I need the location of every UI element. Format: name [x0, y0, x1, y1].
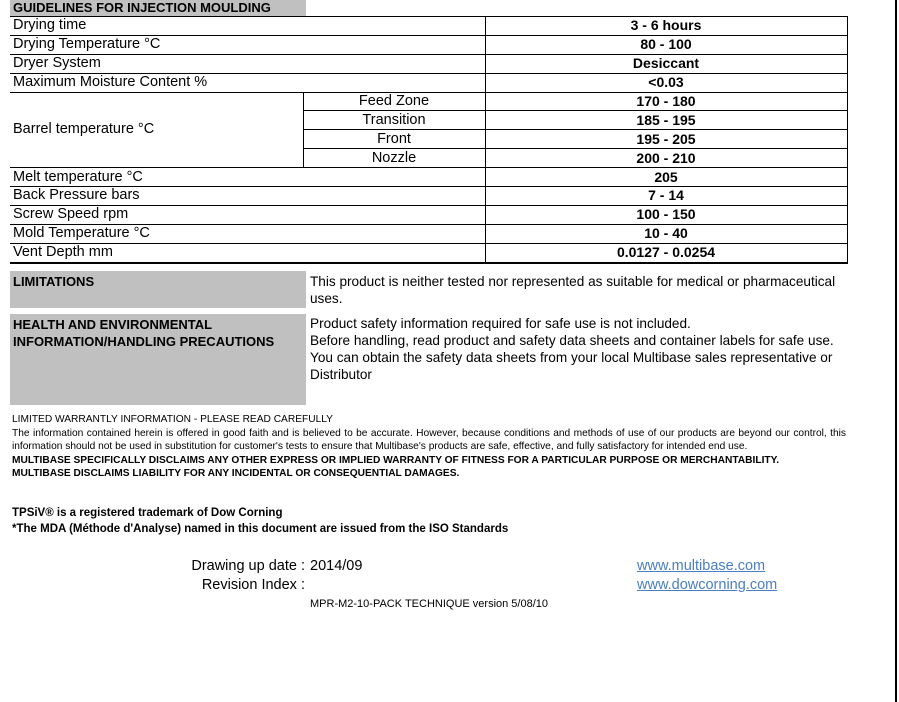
- dowcorning-link[interactable]: www.dowcorning.com: [637, 577, 778, 593]
- row-label: Melt temperature °C: [10, 168, 485, 187]
- health-line: You can obtain the safety data sheets from your local Multibase sales representative or Distributor: [310, 350, 833, 382]
- row-label: Vent Depth mm: [10, 243, 485, 262]
- warranty-disclaimer: MULTIBASE SPECIFICALLY DISCLAIMS ANY OTHER EXPRESS OR IMPLIED WARRANTY OF FITNESS FOR A PARTICULAR PURPOSE OR MERCHANTABILITY.: [12, 454, 780, 466]
- row-value: 0.0127 - 0.0254: [485, 243, 847, 262]
- row-value: 205: [485, 168, 847, 187]
- health-line: Before handling, read product and safety data sheets and container labels for safe use.: [310, 333, 834, 348]
- row-value: 80 - 100: [485, 35, 847, 54]
- row-value: 7 - 14: [485, 187, 847, 206]
- row-label: Screw Speed rpm: [10, 205, 485, 224]
- table-row: [10, 17, 847, 36]
- row-label: Back Pressure bars: [10, 187, 485, 206]
- barrel-label: Barrel temperature °C: [10, 92, 303, 168]
- table-row: [10, 187, 847, 206]
- row-label: Maximum Moisture Content %: [10, 73, 485, 92]
- warranty-title: LIMITED WARRANTLY INFORMATION - PLEASE READ CAREFULLY: [12, 414, 333, 425]
- row-value: 100 - 150: [485, 205, 847, 224]
- zone-label: Nozzle: [303, 149, 485, 168]
- warranty-section: [12, 413, 846, 481]
- trademark-notes: [12, 505, 508, 537]
- health-line: Product safety information required for safe use is not included.: [310, 316, 691, 331]
- zone-value: 195 - 205: [485, 130, 847, 149]
- table-row: [10, 54, 847, 73]
- zone-value: 200 - 210: [485, 149, 847, 168]
- drawing-date-value: 2014/09: [310, 558, 363, 574]
- limitations-label: LIMITATIONS: [10, 271, 306, 308]
- guidelines-header: GUIDELINES FOR INJECTION MOULDING: [10, 0, 306, 16]
- zone-label: Transition: [303, 111, 485, 130]
- limitations-text: This product is neither tested nor represented as suitable for medical or pharmaceutical uses.: [310, 274, 836, 306]
- warranty-body: The information contained herein is offered in good faith and is believed to be accurate. However, because conditions and methods of use of our products are beyond our control, this information should not be used in substitution for customer's tests to ensure that Multibase's products are safe, effective, and fully satisfactory for intended end use.: [12, 427, 846, 453]
- table-row: [10, 224, 847, 243]
- document-reference: MPR-M2-10-PACK TECHNIQUE version 5/08/10: [310, 598, 548, 610]
- drawing-date-label: Drawing up date :: [191, 558, 305, 574]
- row-value: <0.03: [485, 73, 847, 92]
- trademark-line: TPSiV® is a registered trademark of Dow Corning: [12, 507, 283, 519]
- row-label: Drying Temperature °C: [10, 35, 485, 54]
- row-label: Drying time: [10, 17, 485, 36]
- table-row: [10, 243, 847, 262]
- zone-value: 185 - 195: [485, 111, 847, 130]
- warranty-liability: MULTIBASE DISCLAIMS LIABILITY FOR ANY INCIDENTAL OR CONSEQUENTIAL DAMAGES.: [12, 468, 460, 480]
- zone-label: Front: [303, 130, 485, 149]
- mda-note: *The MDA (Méthode d'Analyse) named in this document are issued from the ISO Standards: [12, 523, 509, 535]
- row-label: Mold Temperature °C: [10, 224, 485, 243]
- table-row: [10, 92, 847, 111]
- page-right-border: [895, 0, 897, 702]
- guidelines-table: [10, 16, 848, 264]
- health-text: [310, 315, 850, 383]
- zone-label: Feed Zone: [303, 92, 485, 111]
- table-row: [10, 205, 847, 224]
- row-value: 3 - 6 hours: [485, 17, 847, 36]
- table-row: [10, 35, 847, 54]
- table-row: [10, 168, 847, 187]
- row-value: 10 - 40: [485, 224, 847, 243]
- zone-value: 170 - 180: [485, 92, 847, 111]
- multibase-link[interactable]: www.multibase.com: [637, 558, 766, 574]
- health-label: HEALTH AND ENVIRONMENTAL INFORMATION/HANDLING PRECAUTIONS: [10, 314, 306, 405]
- row-value: Desiccant: [485, 54, 847, 73]
- row-label: Dryer System: [10, 54, 485, 73]
- revision-index-label: Revision Index :: [201, 577, 305, 593]
- table-row: [10, 73, 847, 92]
